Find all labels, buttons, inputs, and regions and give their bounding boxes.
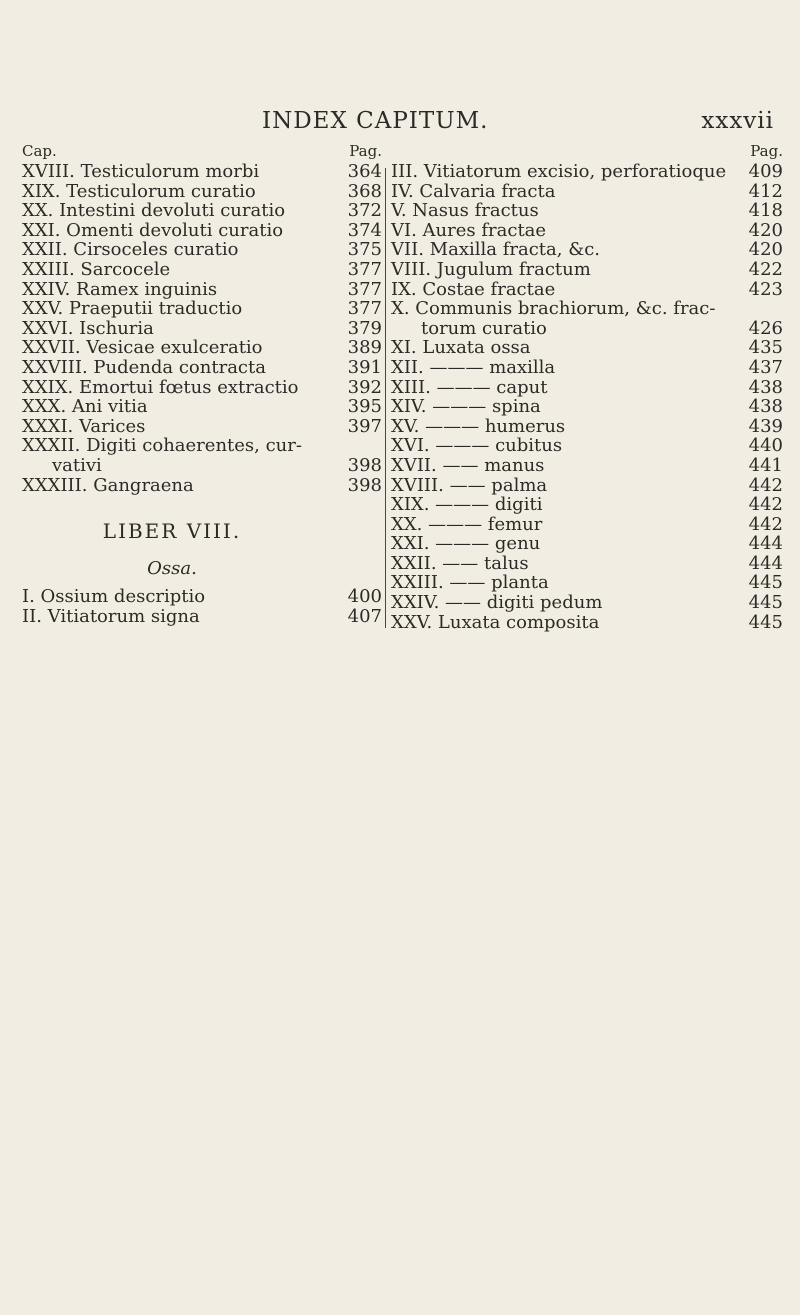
- entry-text: XXIX. Emortui fœtus extractio: [22, 376, 299, 398]
- index-entry: [22, 260, 382, 280]
- index-entry: [391, 456, 783, 476]
- entry-text: III. Vitiatorum excisio, perforatioque: [391, 161, 727, 182]
- entry-text: II. Vitiatorum signa: [22, 605, 200, 627]
- entry-page-number: 438: [748, 396, 783, 418]
- entry-page-number: 374: [347, 219, 382, 241]
- index-entry: [22, 182, 382, 202]
- index-entry: [391, 515, 783, 535]
- index-entry: [391, 182, 783, 202]
- entry-page-number: 441: [748, 454, 783, 476]
- entry-page-number: 426: [748, 317, 783, 339]
- entry-text: XXV. Praeputii traductio: [22, 298, 243, 320]
- entry-page-number: 375: [347, 239, 382, 261]
- index-entry: [391, 358, 783, 378]
- entry-text: XX. Intestini devoluti curatio: [22, 200, 286, 222]
- index-entry: [391, 240, 783, 260]
- entry-page-number: 442: [748, 474, 783, 496]
- entry-text: XV. ——— humerus: [391, 415, 566, 437]
- index-entry: [391, 299, 783, 319]
- index-entry: [22, 607, 382, 627]
- entry-text: XXVII. Vesicae exulceratio: [22, 337, 263, 359]
- index-entry: [391, 613, 783, 633]
- entry-text: XXI. ——— genu: [391, 533, 541, 555]
- index-entry: [391, 593, 783, 613]
- entry-text: XIX. ——— digiti: [391, 494, 543, 516]
- index-entry: [22, 358, 382, 378]
- entry-page-number: 407: [347, 605, 382, 627]
- entry-text: XI. Luxata ossa: [391, 337, 531, 359]
- entry-page-number: 389: [347, 337, 382, 359]
- entry-page-number: 412: [748, 180, 783, 202]
- entry-page-number: 437: [748, 356, 783, 378]
- entry-text: X. Communis brachiorum, &c. frac-: [391, 298, 716, 320]
- book-title: LIBER VIII.: [102, 519, 242, 544]
- entry-page-number: 444: [748, 552, 783, 574]
- entry-page-number: 440: [748, 435, 783, 457]
- index-entry: [22, 476, 382, 496]
- index-entry: [391, 260, 783, 280]
- entry-text: XXI. Omenti devoluti curatio: [22, 219, 284, 241]
- header-title: INDEX CAPITUM.: [262, 108, 489, 134]
- index-entry: [22, 417, 382, 437]
- right-entries: [391, 162, 783, 632]
- entry-text: IX. Costae fractae: [391, 278, 556, 300]
- entry-page-number: 377: [347, 278, 382, 300]
- entry-page-number: 377: [347, 298, 382, 320]
- index-entry: [391, 280, 783, 300]
- index-entry: [22, 280, 382, 300]
- entry-text: VI. Aures fractae: [391, 219, 547, 241]
- index-entry: [391, 201, 783, 221]
- left-entries-b: [22, 587, 382, 626]
- entry-page-number: 444: [748, 533, 783, 555]
- entry-text: XXXI. Varices: [22, 415, 146, 437]
- index-entry: [391, 417, 783, 437]
- entry-text: torum curatio: [421, 317, 547, 339]
- entry-text: XVII. —— manus: [391, 454, 545, 476]
- entry-page-number: 438: [748, 376, 783, 398]
- entry-text: XVI. ——— cubitus: [391, 435, 563, 457]
- entry-page-number: 392: [347, 376, 382, 398]
- cap-label: Cap.: [22, 142, 57, 160]
- header-page-number: xxxvii: [701, 108, 774, 134]
- index-entry: [22, 397, 382, 417]
- entry-page-number: 400: [347, 586, 382, 608]
- column-divider: [385, 168, 386, 628]
- index-entry: [22, 221, 382, 241]
- entry-text: XXIII. Sarcocele: [22, 258, 171, 280]
- book-subtitle: Ossa.: [147, 558, 197, 580]
- entry-text: V. Nasus fractus: [391, 200, 539, 222]
- index-entry: [22, 378, 382, 398]
- entry-text: XII. ——— maxilla: [391, 356, 556, 378]
- index-entry: [391, 338, 783, 358]
- index-entry: [391, 534, 783, 554]
- entry-text: XVIII. —— palma: [391, 474, 548, 496]
- entry-page-number: 420: [748, 219, 783, 241]
- entry-page-number: 395: [347, 396, 382, 418]
- entry-page-number: 420: [748, 239, 783, 261]
- left-entries: [22, 162, 382, 495]
- index-entry: [391, 221, 783, 241]
- entry-text: XX. ——— femur: [391, 513, 543, 535]
- entry-text: IV. Calvaria fracta: [391, 180, 556, 202]
- left-column-head: [22, 142, 382, 162]
- entry-page-number: 435: [748, 337, 783, 359]
- entry-page-number: 398: [347, 454, 382, 476]
- entry-page-number: 364: [347, 161, 382, 182]
- entry-page-number: 372: [347, 200, 382, 222]
- entry-text: XXIV. —— digiti pedum: [391, 592, 603, 614]
- entry-text: VIII. Jugulum fractum: [391, 258, 591, 280]
- right-column: [391, 142, 783, 632]
- index-entry: [22, 319, 382, 339]
- entry-page-number: 445: [748, 611, 783, 633]
- index-entry: [22, 240, 382, 260]
- entry-text: XIV. ——— spina: [391, 396, 541, 418]
- entry-text: I. Ossium descriptio: [22, 586, 206, 608]
- entry-text: VII. Maxilla fracta, &c.: [391, 239, 601, 261]
- entry-text: XXII. —— talus: [391, 552, 529, 574]
- entry-page-number: 409: [748, 161, 783, 182]
- left-column: [22, 142, 382, 626]
- entry-page-number: 391: [347, 356, 382, 378]
- entry-page-number: 422: [748, 258, 783, 280]
- entry-page-number: 423: [748, 278, 783, 300]
- entry-page-number: 442: [748, 494, 783, 516]
- entry-page-number: 418: [748, 200, 783, 222]
- index-entry: [22, 456, 382, 476]
- entry-text: XXV. Luxata composita: [391, 611, 600, 633]
- index-entry: [22, 162, 382, 182]
- index-entry: [391, 319, 783, 339]
- running-header: [0, 108, 800, 138]
- entry-text: XVIII. Testiculorum morbi: [22, 161, 260, 182]
- index-entry: [391, 397, 783, 417]
- index-entry: [391, 573, 783, 593]
- entry-text: XXVIII. Pudenda contracta: [22, 356, 266, 378]
- entry-text: XXX. Ani vitia: [22, 396, 148, 418]
- entry-page-number: 439: [748, 415, 783, 437]
- entry-text: vativi: [52, 454, 102, 476]
- entry-page-number: 445: [748, 592, 783, 614]
- index-entry: [391, 436, 783, 456]
- entry-text: XXIII. —— planta: [391, 572, 549, 594]
- entry-page-number: 398: [347, 474, 382, 496]
- entry-page-number: 445: [748, 572, 783, 594]
- entry-page-number: 368: [347, 180, 382, 202]
- entry-page-number: 377: [347, 258, 382, 280]
- index-entry: [22, 338, 382, 358]
- entry-text: XXVI. Ischuria: [22, 317, 154, 339]
- entry-text: XIX. Testiculorum curatio: [22, 180, 256, 202]
- entry-page-number: 442: [748, 513, 783, 535]
- pag-label: Pag.: [750, 142, 783, 160]
- entry-text: XXXII. Digiti cohaerentes, cur-: [22, 435, 302, 457]
- index-entry: [391, 495, 783, 515]
- index-entry: [391, 554, 783, 574]
- index-entry: [22, 201, 382, 221]
- entry-text: XXIV. Ramex inguinis: [22, 278, 218, 300]
- entry-text: XXII. Cirsoceles curatio: [22, 239, 239, 261]
- index-entry: [391, 476, 783, 496]
- entry-page-number: 397: [347, 415, 382, 437]
- index-entry: [22, 436, 382, 456]
- entry-text: XXXIII. Gangraena: [22, 474, 194, 496]
- pag-label: Pag.: [349, 142, 382, 160]
- index-entry: [22, 587, 382, 607]
- index-entry: [391, 162, 783, 182]
- entry-text: XIII. ——— caput: [391, 376, 548, 398]
- entry-page-number: 379: [347, 317, 382, 339]
- index-entry: [391, 378, 783, 398]
- index-entry: [22, 299, 382, 319]
- right-column-head: [391, 142, 783, 162]
